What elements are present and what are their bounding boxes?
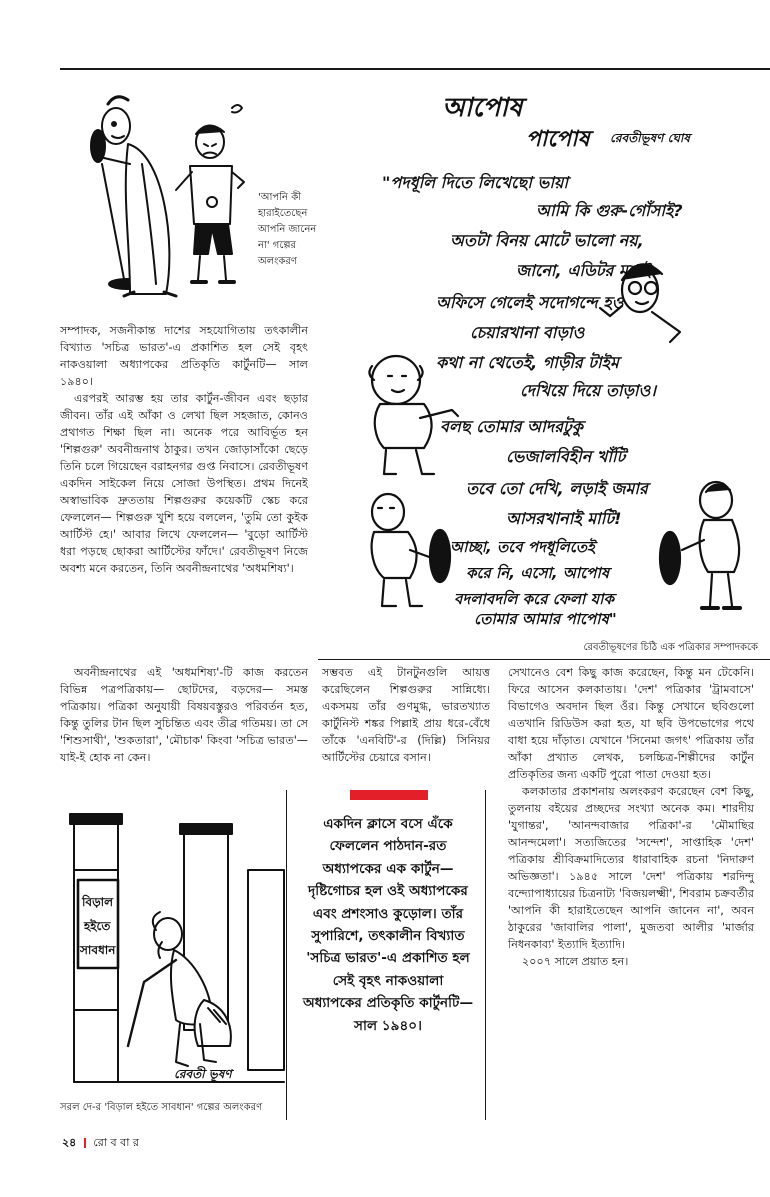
caption-line: হারাইতেছেন xyxy=(258,208,308,219)
cartoon-poem-line: আচ্ছা, তবে পদধূলিতেই xyxy=(450,538,595,556)
page-footer xyxy=(62,1136,262,1150)
footer-separator xyxy=(84,1138,86,1148)
caption-line: আপনি জানেন xyxy=(258,224,317,235)
cartoon-poem-line: ভেজালবিহীন খাঁটি xyxy=(506,447,626,466)
cartoon-figures-top-left xyxy=(72,84,248,298)
column-right xyxy=(508,664,754,970)
cartoon-poem-line: তোমার আমার পাপোষ" xyxy=(474,610,617,628)
cartoon-poem-line: আমি কি গুরু-গোঁসাই? xyxy=(536,201,683,220)
paragraph: কলকাতার প্রকাশনায় অলংকরণ করেছেন বেশ কিছু, তুলনায় বইয়ের প্রচ্ছদের সংখ্যা অনেক কম। শারদীয় 'যুগান্তর', 'আনন্দবাজার পত্রিকা'-র 'মৌমাছির আনন্দমেলা'। সত্যজিতের 'সন্দেশ', সাপ্তাহিক 'দেশ' পত্রিকায় শ্রীবিক্রমাদিত্যের ধারাবাহিক রচনা 'নিদারুণ অভিজ্ঞতা'। ১৯৪৫ সালে 'দেশ' পত্রিকায় শরদিন্দু বন্দ্যোপাধ্যায়ের চিত্রনাট্য 'বিজয়লক্ষ্মী', শিবরাম চক্রবর্তীর 'আপনি কী হারাইতেছেন আপনি জানেন না', অবন ঠাকুরের 'জাবালির পালা', মুজতবা আলীর 'মার্জার নিধনকাব্য' ইত্যাদি ইত্যাদি। xyxy=(508,785,754,951)
page-number: ২৪ xyxy=(62,1136,77,1149)
caption-line: 'আপনি কী xyxy=(258,192,302,203)
column-rule xyxy=(485,790,486,1120)
illustration-signature: রেবতী ভূষণ xyxy=(174,1067,232,1081)
cartoon-header-line2: পাপোষ xyxy=(526,127,590,152)
section-rule xyxy=(318,659,770,660)
top-rule xyxy=(60,68,770,70)
cartoon-poem-line: দেখিয়ে দিয়ে তাড়াও। xyxy=(520,381,657,400)
caption-line: না' গল্পের xyxy=(258,240,297,251)
caption-line: অলংকরণ xyxy=(258,256,297,267)
cartoon-poem-line: অতটা বিনয় মোটে ভালো নয়, xyxy=(450,231,644,250)
cartoon-poem-line: তবে তো দেখি, লড়াই জমার xyxy=(466,479,648,498)
sign-text-line: বিড়াল xyxy=(82,895,114,909)
cartoon-byline: রেবতীভূষণ ঘোষ xyxy=(610,131,690,145)
paragraph: ২০০৭ সালে প্রয়াত হন। xyxy=(522,955,629,968)
cartoon-poem-line: চেয়ারখানা বাড়াও xyxy=(470,323,585,342)
sign-text-line: হইতে xyxy=(84,919,111,933)
cartoon-poem-line: বলছ তোমার আদরটুকু xyxy=(440,417,583,436)
magazine-name: রো ব বা র xyxy=(93,1136,139,1149)
column-left-top xyxy=(60,322,308,577)
column-middle-top xyxy=(322,664,490,766)
cartoon-poem-line: "পদধূলি দিতে লিখেছো ভায়া xyxy=(382,173,569,192)
caption-top-left xyxy=(258,190,332,270)
illustration-top-left xyxy=(72,84,248,298)
column-rule xyxy=(286,790,287,1120)
cartoon-letter-illustration xyxy=(340,80,758,628)
cartoon-poem-line: অফিসে গেলেই সদোগন্দে হও xyxy=(436,293,624,312)
paragraph: এরপরই আরম্ভ হয় তার কার্টুন-জীবন এবং ছড়ার জীবন। তাঁর এই আঁকা ও লেখা ছিল সহজাত, কোনও প্রথাগত শিক্ষা ছিল না। অনেক পরে আবির্ভূত হন 'শিল্পগুরু' অবনীন্দ্রনাথ ঠাকুর। তখন জোড়াসাঁকো ছেড়ে তিনি চলে গিয়েছেন বরাহনগর গুপ্ত নিবাসে। রেবতীভূষণ একদিন সাইকেল নিয়ে সোজা উপস্থিত। প্রথম দিনেই অস্বাভাবিক দ্রুততায় শিল্পগুরুর কয়েকটি স্কেচ করে ফেললেন— শিল্পগুরু খুশি হয়ে বললেন, 'তুমি তো কুইক আর্টিস্ট হে।' আবার লিখে ফেললেন— 'বুড়ো আর্টিস্ট ধরা পড়ছে ছোকরা আর্টিস্টের ফাঁদে।' রেবতীভূষণ নিজে অবশ্য মনে করতেন, তিনি অবনীন্দ্রনাথের 'অধমশিষ্য'। xyxy=(60,392,308,575)
cartoon-header-line1: আপোষ xyxy=(442,93,523,123)
cartoon-poem-line: আসরখানাই মাটি! xyxy=(506,509,622,528)
caption-right-cartoon: রেবতীভূষণের চিঠি এক পত্রিকার সম্পাদককে xyxy=(583,642,758,653)
sign-text-line: সাবধান xyxy=(80,943,116,957)
pullquote-accent-bar xyxy=(350,790,428,800)
pullquote: একদিন ক্লাসে বসে এঁকে ফেললেন পাঠদান-রত অধ্যাপকের এক কার্টুন— দৃষ্টিগোচর হল ওই অধ্যাপকের এবং প্রশংসাও কুড়োল। তাঁর সুপারিশে, তৎকালীন বিখ্যাত 'সচিত্র ভারত'-এ প্রকাশিত হল সেই বৃহৎ নাকওয়ালা অধ্যাপকের প্রতিকৃতি কার্টুনটি— সাল ১৯৪০। xyxy=(302,816,474,1034)
column-left-bottom xyxy=(60,664,308,766)
cartoon-poem-line: কথা না থেতেই, গাড়ীর টাইম xyxy=(436,353,619,372)
paragraph: সম্পাদক, সজনীকান্ত দাশের সহযোগিতায় তৎকালীন বিখ্যাত 'সচিত্র ভারত'-এ প্রকাশিত হল সেই বৃহৎ নাকওয়ালা অধ্যাপকের প্রতিকৃতি কার্টুনটি— সাল ১৯৪০। xyxy=(60,324,308,388)
cartoon-poem-line: বদলাবদলি করে ফেলা যাক xyxy=(454,590,614,608)
paragraph: অবনীন্দ্রনাথের এই 'অধমশিষ্য'-টি কাজ করতেন বিভিন্ন পত্রপত্রিকায়— ছোটদের, বড়দের— সমস্ত পত্রিকায়। পত্রিকা অনুযায়ী বিষয়বস্তুরও পরিবর্তন হত, কিন্তু তুলির টান ছিল সুচিন্তিত এবং তীব্র গতিময়। তা সে 'শিশুসাথী', 'শুকতারা', 'মৌচাক' কিংবা 'সচিত্র ভারত'— যাই-ই হোক না কেন। xyxy=(60,666,308,764)
cartoon-letter-drawing xyxy=(340,80,758,628)
illustration-bottom-left xyxy=(64,810,292,1092)
cartoon-cat-beware-drawing xyxy=(64,810,292,1092)
cartoon-poem-line: করে নি, এসো, আপোষ xyxy=(466,564,610,582)
paragraph: সম্ভবত এই টানটুনগুলি আয়ত্ত করেছিলেন শিল্পগুরুর সান্নিধ্যে। একসময় তাঁর গুণমুগ্ধ, ভারতখ্যাত কার্টুনিস্ট শঙ্কর পিল্লাই প্রায় ধরে-বেঁধে তাঁকে 'এনবিটি'-র (দিল্লি) সিনিয়র আর্টিস্টের চেয়ারে বসান। xyxy=(322,666,490,764)
cartoon-poem-line: জানো, এডিটর মশাই xyxy=(516,261,651,280)
paragraph: সেখানেও বেশ কিছু কাজ করেছেন, কিন্তু মন টেকেনি। ফিরে আসেন কলকাতায়। 'দেশ' পত্রিকার 'ট্রামবাসে' বিভাগেও অবদান ছিল ওঁর। কিন্তু সেখানে ছবিগুলো এতখানি রিডিউস করা হত, যা ছবি উপভোগের পথে বাধা হয়ে দাঁড়াত। যেখানে 'সিনেমা জগৎ' পত্রিকায় তাঁর আঁকা প্রখ্যাত লেখক, চলচ্চিত্র-শিল্পীদের কার্টুন প্রতিকৃতির জন্য একটি পুরো পাতা দেওয়া হত। xyxy=(508,666,754,781)
caption-bottom-left: সরল দে-র 'বিড়াল হইতে সাবধান' গল্পের অলংকরণ xyxy=(60,1102,263,1113)
